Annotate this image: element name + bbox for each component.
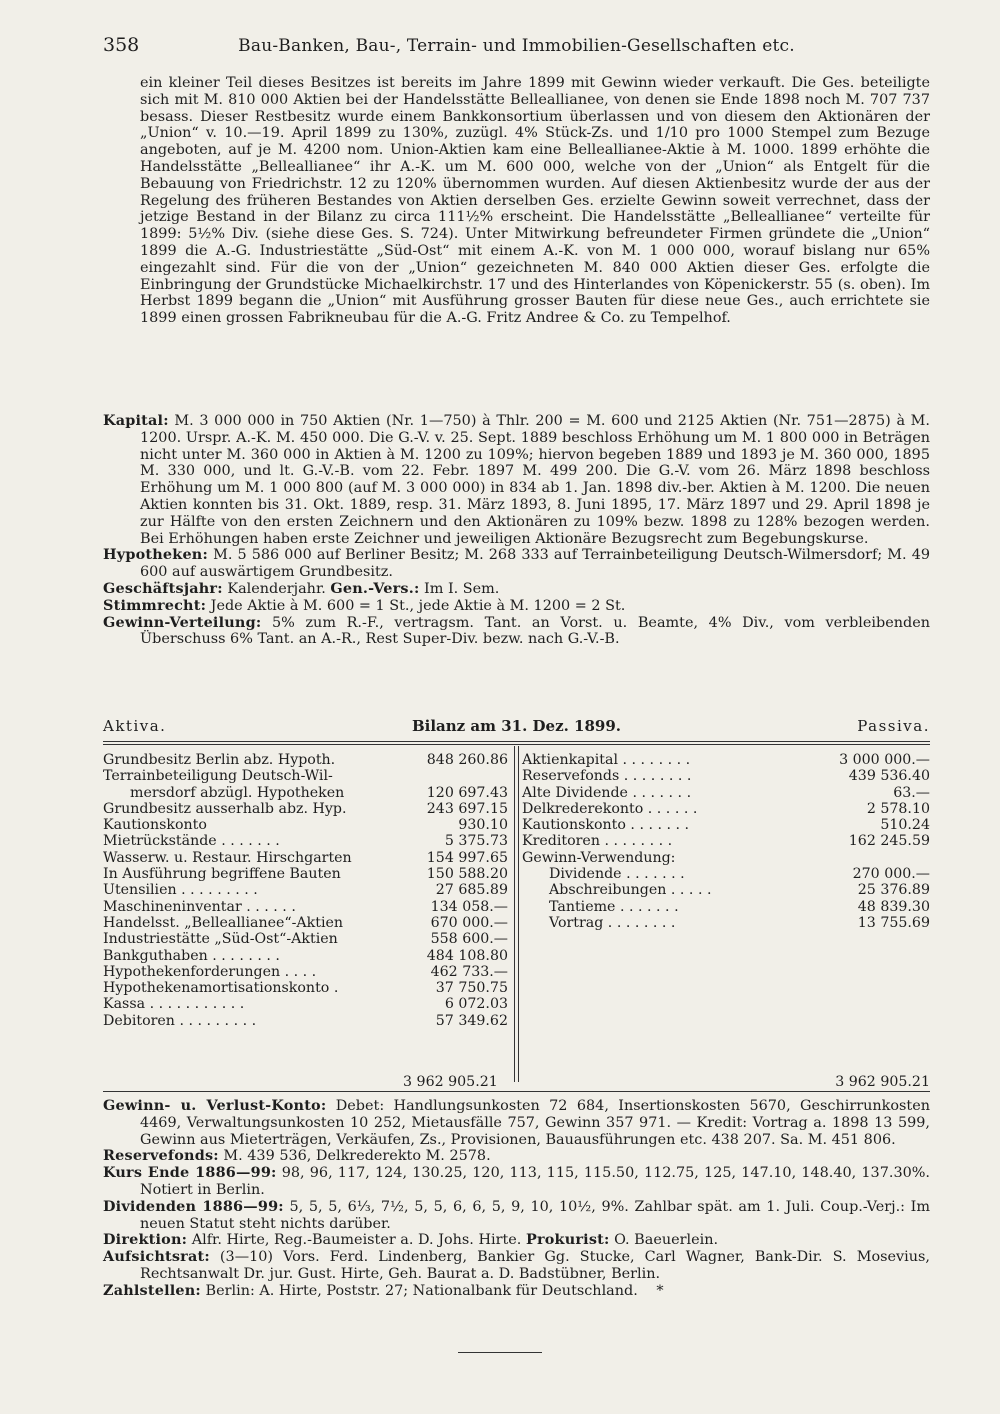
passiva-row <box>522 768 930 784</box>
aktiva-item-name: Maschineninventar . . . . . . <box>103 898 296 915</box>
aktiva-item-name: Industriestätte „Süd-Ost“-Aktien <box>103 931 338 948</box>
aktiva-row <box>103 866 508 882</box>
passiva-row <box>522 882 930 898</box>
balance-title: Bilanz am 31. Dez. 1899. <box>411 717 622 735</box>
entry-dividenden <box>103 1199 930 1233</box>
aktiva-item-value: 27 685.89 <box>435 882 508 899</box>
aktiva-item-value: 150 588.20 <box>426 866 508 883</box>
entry-label: Reservefonds: <box>103 1147 219 1165</box>
passiva-item-value: 439 536.40 <box>848 768 930 785</box>
passiva-label: Passiva. <box>857 717 930 735</box>
aktiva-item-value: 484 108.80 <box>426 947 508 964</box>
aktiva-item-name: Wasserw. u. Restaur. Hirschgarten <box>103 849 352 866</box>
entry-text: M. 5 586 000 auf Berliner Besitz; M. 268 333 auf Terrainbeteiligung Deutsch-Wilmersdorf; M. 49 600 auf auswärtigem Grundbesitz. <box>140 547 931 581</box>
entry-label: Gewinn-Verteilung: <box>103 613 262 631</box>
balance-rule-bottom <box>103 1091 930 1092</box>
passiva-item-name: Abschreibungen . . . . . <box>549 882 712 899</box>
aktiva-item-name: Debitoren . . . . . . . . . <box>103 1012 257 1029</box>
passiva-row <box>522 850 930 866</box>
page-number: 358 <box>103 34 140 56</box>
entry-zahlstellen <box>103 1283 930 1300</box>
column-divider <box>514 746 515 1082</box>
aktiva-row <box>103 817 508 833</box>
entry-kurs <box>103 1165 930 1199</box>
entry-text: Kalenderjahr. <box>227 580 326 597</box>
entry-label: Hypotheken: <box>103 546 208 564</box>
aktiva-item-value: 120 697.43 <box>426 784 508 801</box>
passiva-item-name: Kreditoren . . . . . . . . <box>522 833 673 850</box>
passiva-item-name: Delkrederekonto . . . . . . <box>522 800 698 817</box>
passiva-item-value: 63.— <box>893 784 930 801</box>
aktiva-item-value: 462 733.— <box>430 963 508 980</box>
passiva-row <box>522 833 930 849</box>
upper-entries <box>103 413 930 648</box>
entry-text: Jede Aktie à M. 600 = 1 St., jede Aktie à M. 1200 = 2 St. <box>210 597 626 614</box>
aktiva-row <box>103 931 508 947</box>
aktiva-row <box>103 915 508 931</box>
aktiva-item-value: 57 349.62 <box>435 1012 508 1029</box>
aktiva-row <box>103 850 508 866</box>
entry-label: Kapital: <box>103 412 169 429</box>
passiva-item-name: Vortrag . . . . . . . . <box>549 914 676 931</box>
balance-rule-top <box>103 741 930 742</box>
entry-text: 98, 96, 117, 124, 130.25, 120, 113, 115, 115.50, 112.75, 125, 147.10, 148.40, 137.30%. Notiert in Berlin. <box>140 1165 931 1198</box>
aktiva-row <box>103 964 508 980</box>
passiva-item-value: 3 000 000.— <box>839 752 930 768</box>
aktiva-row <box>103 1013 508 1029</box>
passiva-row <box>522 915 930 931</box>
balance-header <box>103 717 930 737</box>
entry-label: Kurs Ende 1886—99: <box>103 1164 277 1182</box>
entry-label: Geschäftsjahr: <box>103 579 223 597</box>
passiva-item-value: 48 839.30 <box>857 898 930 915</box>
aktiva-item-name: Utensilien . . . . . . . . . <box>103 882 258 899</box>
total-aktiva: 3 962 905.21 <box>403 1074 498 1090</box>
entry-text: M. 3 000 000 in 750 Aktien (Nr. 1—750) à Thlr. 200 = M. 600 und 2125 Aktien (Nr. 751—2875) à M. 1200. Urspr. A.-K. M. 450 000. Die G.-V. v. 25. Sept. 1889 beschloss Erhöhung um M. 1 800 000 in Beträgen nicht unter M. 360 000 in Aktien à M. 1200 zu 109%; hiervon begeben 1889 und 1893 je M. 360 000, 1895 M. 330 000, und lt. G.-V.-B. vom 22. Febr. 1897 M. 499 200. Die G.-V. vom 26. März 1898 beschloss Erhöhung um M. 1 000 800 (auf M. 3 000 000) in 834 ab 1. Jan. 1898 div.-ber. Aktien à M. 1200. Die neuen Aktien konnten bis 31. Okt. 1889, resp. 31. März 1893, 8. Juni 1895, 17. März 1897 und 29. April 1898 je zur Hälfte von den ersten Zeichnern und den Aktionären zu 109% bezw. 1898 zu 128% bezogen werden. Bei Erhöhungen haben erste Zeichner und jeweiligen Aktionäre Bezugsrecht zum Begebungskurse. <box>140 413 930 547</box>
aktiva-row <box>103 948 508 964</box>
entry-label: Gewinn- u. Verlust-Konto: <box>103 1097 327 1114</box>
column-divider-double <box>518 746 519 1082</box>
aktiva-item-name: Bankguthaben . . . . . . . . <box>103 947 280 964</box>
footnote-mark: * <box>656 1282 664 1299</box>
passiva-item-name: Reservefonds . . . . . . . . <box>522 768 692 785</box>
entry-label: Stimmrecht: <box>103 596 207 614</box>
entry-label: Aufsichtsrat: <box>103 1248 210 1266</box>
entry-label-secondary: Prokurist: <box>525 1231 610 1249</box>
passiva-item-name: Tantieme . . . . . . . <box>549 898 679 915</box>
aktiva-row <box>103 785 508 801</box>
aktiva-item-name: Hypothekenamortisationskonto . <box>103 980 339 997</box>
passiva-row <box>522 866 930 882</box>
passiva-row <box>522 801 930 817</box>
aktiva-item-value: 6 072.03 <box>444 996 508 1013</box>
aktiva-row <box>103 768 508 784</box>
aktiva-row <box>103 833 508 849</box>
entry-text: Debet: Handlungsunkosten 72 684, Insertionskosten 5670, Geschirrunkosten 4469, Verwaltungsunkosten 10 252, Mietausfälle 757, Gewinn 357 971. — Kredit: Vortrag a. 1898 13 599, Gewinn aus Mieterträgen, Verkäufen, Zs., Provisionen, Bauausführungen etc. 438 207. Sa. M. 451 806. <box>140 1098 930 1148</box>
entry-direktion <box>103 1232 930 1249</box>
page-header <box>103 34 930 60</box>
entry-gewinn-verlust <box>103 1098 930 1148</box>
aktiva-item-value: 154 997.65 <box>426 849 508 866</box>
passiva-item-value: 2 578.10 <box>866 800 930 817</box>
balance-rule-top-double <box>103 744 930 745</box>
entry-text: Alfr. Hirte, Reg.-Baumeister a. D. Johs. Hirte. <box>191 1232 522 1249</box>
aktiva-item-value: 134 058.— <box>430 898 508 915</box>
aktiva-row <box>103 996 508 1012</box>
entry-gewinn-verteilung <box>103 615 930 649</box>
aktiva-row <box>103 980 508 996</box>
passiva-row <box>522 817 930 833</box>
entry-label: Direktion: <box>103 1231 188 1249</box>
entry-text: 5, 5, 5, 6⅓, 7½, 5, 5, 6, 6, 5, 9, 10, 10½, 9%. Zahlbar spät. am 1. Juli. Coup.-Verj.: Im neuen Statut steht nichts darüber. <box>140 1198 930 1232</box>
aktiva-row <box>103 801 508 817</box>
entry-hypotheken <box>103 547 930 581</box>
aktiva-item-name: mersdorf abzügl. Hypotheken <box>130 784 345 801</box>
passiva-item-name: Aktienkapital . . . . . . . . <box>522 752 691 768</box>
aktiva-label: Aktiva. <box>103 717 167 735</box>
aktiva-item-value: 670 000.— <box>430 914 508 931</box>
entry-geschaeftsjahr <box>103 581 930 598</box>
intro-paragraph <box>103 75 930 327</box>
aktiva-item-value: 558 600.— <box>430 931 508 948</box>
entry-reservefonds <box>103 1148 930 1165</box>
passiva-item-value: 13 755.69 <box>857 914 930 931</box>
entry-kapital <box>103 413 930 547</box>
passiva-item-name: Alte Dividende . . . . . . . <box>522 784 692 801</box>
entry-stimmrecht <box>103 598 930 615</box>
balance-table <box>103 752 930 1090</box>
passiva-item-name: Dividende . . . . . . . <box>549 866 685 883</box>
aktiva-item-name: Hypothekenforderungen . . . . <box>103 963 317 980</box>
lower-entries <box>103 1098 930 1300</box>
aktiva-item-value: 243 697.15 <box>426 800 508 817</box>
passiva-item-value: 270 000.— <box>852 866 930 883</box>
aktiva-item-name: Mietrückstände . . . . . . . <box>103 833 280 850</box>
aktiva-row <box>103 882 508 898</box>
aktiva-item-name: Kautionskonto <box>103 817 207 834</box>
aktiva-item-value: 37 750.75 <box>435 980 508 997</box>
entry-text-secondary: Im I. Sem. <box>424 580 500 597</box>
aktiva-item-name: Grundbesitz ausserhalb abz. Hyp. <box>103 800 347 817</box>
aktiva-item-name: Kassa . . . . . . . . . . . <box>103 996 245 1013</box>
entry-label: Zahlstellen: <box>103 1281 201 1299</box>
passiva-item-name: Gewinn-Verwendung: <box>522 849 676 866</box>
passiva-row <box>522 785 930 801</box>
running-title: Bau-Banken, Bau-, Terrain- und Immobilien-Gesellschaften etc. <box>238 36 795 56</box>
entry-text: Berlin: A. Hirte, Poststr. 27; Nationalbank für Deutschland. <box>205 1282 638 1299</box>
passiva-item-value: 510.24 <box>880 817 930 834</box>
passiva-item-name: Kautionskonto . . . . . . . <box>522 817 690 834</box>
passiva-column <box>522 752 930 931</box>
passiva-item-value: 25 376.89 <box>857 882 930 899</box>
aktiva-item-value: 5 375.73 <box>444 833 508 850</box>
passiva-row <box>522 899 930 915</box>
aktiva-row <box>103 899 508 915</box>
passiva-row <box>522 752 930 768</box>
aktiva-column <box>103 752 508 1029</box>
end-rule <box>458 1352 542 1353</box>
aktiva-item-name: Grundbesitz Berlin abz. Hypoth. <box>103 752 336 768</box>
entry-label-secondary: Gen.-Vers.: <box>330 579 420 597</box>
entry-text: (3—10) Vors. Ferd. Lindenberg, Bankier Gg. Stucke, Carl Wagner, Bank-Dir. S. Mosevius, Rechtsanwalt Dr. jur. Gust. Hirte, Geh. Baurat a. D. Badstübner, Berlin. <box>140 1249 930 1282</box>
intro-text: ein kleiner Teil dieses Besitzes ist bereits im Jahre 1899 mit Gewinn wieder verkauft. Die Ges. beteiligte sich mit M. 810 000 Aktien bei der Handelsstätte Belleallianee, von denen sie Ende 1898 noch M. 707 737 besass. Dieser Restbesitz wurde einem Bankkonsortium überlassen und von diesem den Aktionären der „Union“ v. 10.—19. April 1899 zu 130%, zuzügl. 4% Stück-Zs. und 1/10 pro 1000 Stempel zum Bezuge angeboten, auf je M. 4200 nom. Union-Aktien kam eine Belleallianee-Aktie à M. 1000. 1899 erhöhte die Handelsstätte „Belleallianee“ ihr A.-K. um M. 600 000, welche von der „Union“ als Entgelt für die Bebauung von Friedrichstr. 12 zu 120% übernommen wurden. Auf diesen Aktienbesitz wurde der aus der Regelung des früheren Bestandes von Aktien derselben Ges. erzielte Gewinn soweit verrechnet, dass der jetzige Bestand in der Bilanz zu circa 111½% erscheint. Die Handelsstätte „Belleallianee“ verteilte für 1899: 5½% Div. (siehe diese Ges. S. 724). Unter Mitwirkung befreundeter Firmen gründete die „Union“ 1899 die A.-G. Industriestätte „Süd-Ost“ mit einem A.-K. von M. 1 000 000, worauf bislang nur 65% eingezahlt sind. Für die von der „Union“ gezeichneten M. 840 000 Aktien dieser Ges. erfolgte die Einbringung der Grundstücke Michaelkirchstr. 17 und des Hinterlandes von Köpenickerstr. 55 (s. oben). Im Herbst 1899 begann die „Union“ mit Ausführung grosser Bauten für diese neue Ges., auch errichtete sie 1899 einen grossen Fabrikneubau für die A.-G. Fritz Andree & Co. zu Tempelhof. <box>140 75 930 327</box>
passiva-item-value: 162 245.59 <box>848 833 930 850</box>
total-passiva: 3 962 905.21 <box>835 1074 930 1090</box>
entry-text-secondary: O. Baeuerlein. <box>614 1232 719 1249</box>
aktiva-row <box>103 752 508 768</box>
aktiva-item-name: In Ausführung begriffene Bauten <box>103 866 341 883</box>
aktiva-item-name: Handelsst. „Belleallianee“-Aktien <box>103 914 344 931</box>
entry-label: Dividenden 1886—99: <box>103 1197 284 1215</box>
aktiva-item-name: Terrainbeteiligung Deutsch-Wil- <box>103 768 333 785</box>
entry-text: 5% zum R.-F., vertragsm. Tant. an Vorst. u. Beamte, 4% Div., vom verbleibenden Überschuss 6% Tant. an A.-R., Rest Super-Div. bezw. nach G.-V.-B. <box>140 614 930 648</box>
entry-aufsichtsrat <box>103 1249 930 1283</box>
aktiva-item-value: 930.10 <box>458 817 508 834</box>
aktiva-item-value: 848 260.86 <box>426 752 508 768</box>
entry-text: M. 439 536, Delkrederekto M. 2578. <box>223 1148 491 1165</box>
